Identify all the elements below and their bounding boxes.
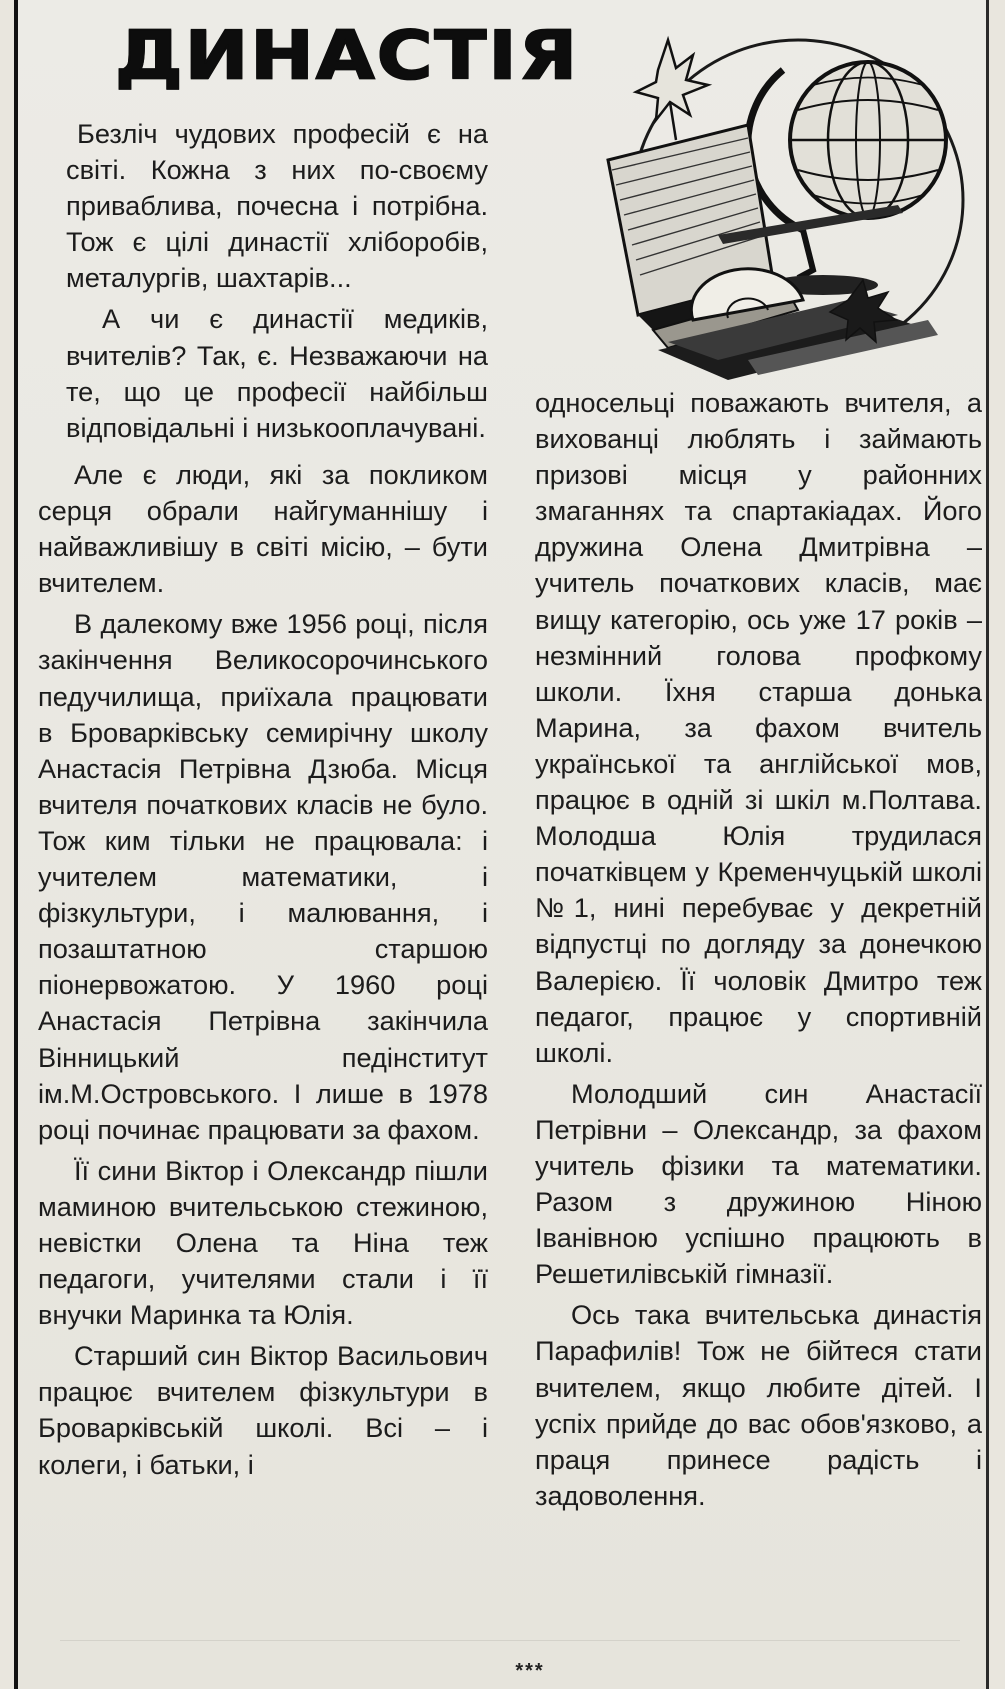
article-paragraph: Молодший син Анастасії Петрівни – Олександр, за фахом учитель фізики та математики. Разом з дружиною Ніною Іванівною успішно працюють в Решетилівській гімназії. [535,1077,982,1290]
divider [60,1640,960,1641]
article-paragraph: Ось така вчительська династія Парафилів! Тож не бійтеся стати вчителем, якщо любите дітей. І успіх прийде до вас обов'язково, а праця принесе радість і задоволення. [535,1299,982,1511]
article-paragraph: односельці поважають вчителя, а вихованці люблять і займають призові місця у районних змаганнях та спартакіадах. Його дружина Олена Дмитрівна – учитель початкових класів, має вищу категорію, ось уже 17 років – незмінний голова профкому школи. Їхня старша донька Марина, за фахом вчитель української та англійської мов, працює в одній зі шкіл м.Полтава. Молодша Юлія трудилася початківцем у Кременчуцькій школі №1, нині перебуває у декретній відпустці по догляду за донечкою Валерією. Її чоловік Дмитро теж педагог, працює у спортивній школі. [535,387,982,1068]
article-paragraph: В далекому вже 1956 році, після закінчення Великосорочинського педучилища, приїхала працювати в Броварківську семирічну школу Анастасія Петрівна Дзюба. Місця вчителя початкових класів не було. Тож ким тільки не працювала: і учителем математики, і фізкультури, і малювання, і позаштатною старшою піонервожатою. У 1960 році Анастасія Петрівна закінчила Вінницький педінститут ім.М.Островського. І лише в 1978 році починає працювати за фахом. [38,608,488,1145]
article-paragraph: Безліч чудових професій є на світі. Кожна з них по-своєму приваблива, почесна і потрібна. Тож є цілі династії хліборобів, металургів, шахтарів... [66,118,488,294]
right-column [535,385,982,1514]
article-paragraph: А чи є династії медиків, вчителів? Так, є. Незважаючи на те, що це професії найбільш відповідальні і низькооплачувані. [66,303,488,443]
intro-text [66,116,488,446]
section-separator: *** [515,1660,545,1682]
article-title: ДИНАСТІЯ [115,15,580,95]
article-paragraph: Старший син Віктор Васильович працює вчителем фізкультури в Броварківській школі. Всі – і колеги, і батьки, і [38,1340,488,1480]
left-column [38,457,488,1483]
article-paragraph: Її сини Віктор і Олександр пішли маминою вчительською стежиною, невістки Олена та Ніна теж педагоги, учителями стали і її внучки Маринка та Юлія. [38,1154,488,1331]
books-and-globe-icon [598,30,978,400]
article-paragraph: Але є люди, які за покликом серця обрали найгуманнішу і найважливішу в світі місію, – бути вчителем. [38,459,488,599]
